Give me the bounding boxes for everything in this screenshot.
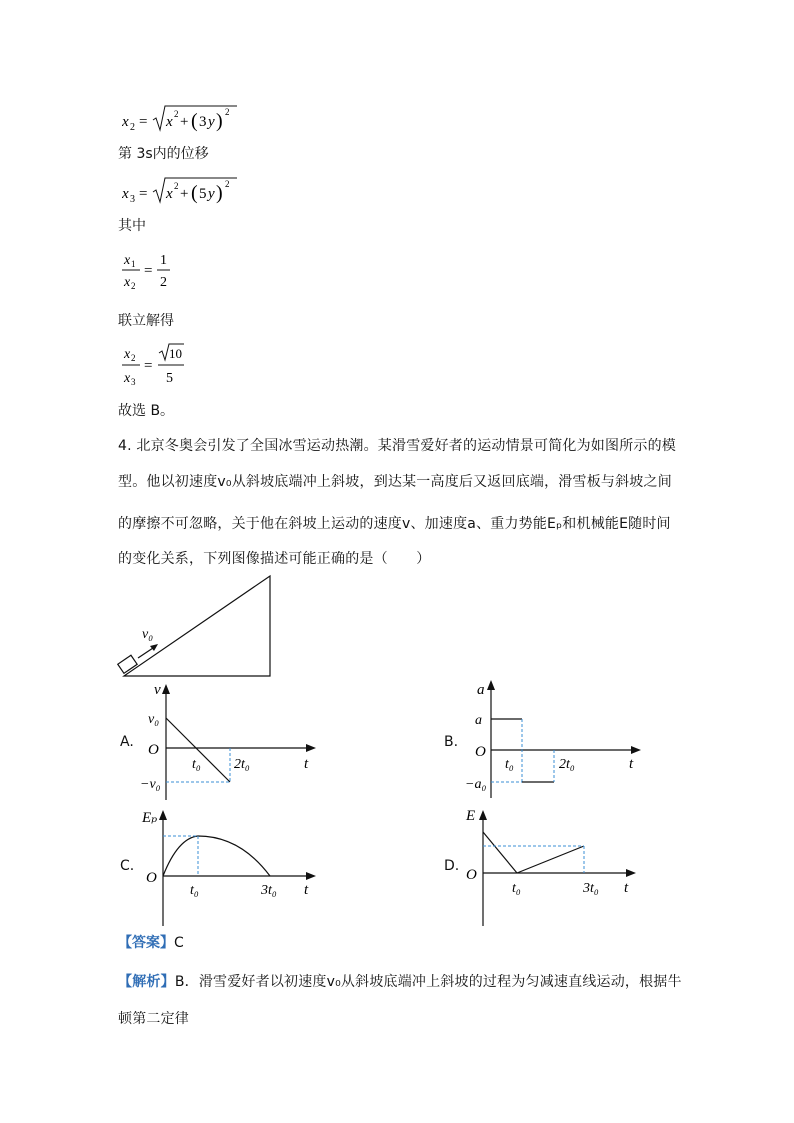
a-t2-label: 2t₀ bbox=[234, 757, 250, 772]
svg-text:y: y bbox=[208, 186, 215, 202]
svg-text:3: 3 bbox=[131, 377, 136, 387]
b-y-arrow bbox=[487, 680, 495, 690]
d-y-label: E bbox=[466, 808, 476, 824]
svg-text:2: 2 bbox=[160, 275, 167, 290]
svg-text:1: 1 bbox=[160, 253, 167, 268]
d-t1-label: t₀ bbox=[512, 881, 521, 896]
b-top-label: a bbox=[475, 713, 482, 728]
svg-text:2: 2 bbox=[131, 353, 136, 363]
svg-text:x: x bbox=[124, 253, 131, 268]
svg-text:1: 1 bbox=[131, 259, 136, 269]
option-c-label[interactable]: C. bbox=[120, 858, 135, 874]
where-label: 其中 bbox=[118, 218, 146, 234]
option-a-graph[interactable] bbox=[140, 680, 340, 810]
analysis-line-1 bbox=[118, 972, 682, 992]
svg-text:x: x bbox=[124, 275, 131, 290]
equation-ratio-x2-x3 bbox=[122, 340, 212, 394]
b-t1-label: t₀ bbox=[505, 757, 514, 772]
svg-text:=: = bbox=[144, 358, 153, 374]
a-y-arrow bbox=[162, 684, 170, 694]
svg-text:10: 10 bbox=[169, 346, 182, 361]
svg-text:x: x bbox=[122, 186, 129, 202]
question-line-4: 的变化关系，下列图像描述可能正确的是（ ） bbox=[118, 551, 431, 567]
b-y-label: a bbox=[477, 682, 485, 698]
d-t-axis-label: t bbox=[624, 880, 629, 896]
svg-text:+: + bbox=[180, 186, 189, 202]
answer-tag: 【答案】 bbox=[118, 935, 174, 951]
b-origin: O bbox=[475, 744, 486, 760]
ratio-x1-x2-svg bbox=[122, 246, 202, 296]
b-t2-label: 2t₀ bbox=[559, 757, 575, 772]
answer-line bbox=[118, 933, 184, 953]
svg-text:2: 2 bbox=[225, 179, 230, 189]
equation-ratio-x1-x2 bbox=[122, 246, 202, 300]
svg-text:=: = bbox=[139, 186, 148, 202]
c-x-arrow bbox=[306, 872, 316, 880]
svg-text:3: 3 bbox=[199, 114, 207, 130]
b-t-axis-label: t bbox=[629, 756, 634, 772]
ratio-x2-x3-svg bbox=[122, 340, 212, 390]
skier-box bbox=[118, 655, 137, 673]
svg-text:3: 3 bbox=[130, 194, 135, 205]
c-y-label: Eₚ bbox=[142, 810, 158, 826]
slope-figure bbox=[110, 572, 280, 684]
svg-text:2: 2 bbox=[174, 181, 179, 191]
svg-text:5: 5 bbox=[166, 371, 173, 386]
c-origin: O bbox=[146, 870, 157, 886]
c-t2-label: 3t₀ bbox=[261, 883, 277, 898]
slope-triangle bbox=[124, 576, 270, 676]
option-b-graph[interactable] bbox=[465, 676, 665, 806]
third-second-label: 第 3s内的位移 bbox=[118, 146, 209, 162]
svg-text:2: 2 bbox=[225, 107, 230, 117]
a-t-axis-label: t bbox=[304, 756, 309, 772]
a-t1-label: t₀ bbox=[192, 757, 201, 772]
svg-text:+: + bbox=[180, 114, 189, 130]
equation-x3 bbox=[122, 172, 262, 216]
question-line-3: 的摩擦不可忽略，关于他在斜坡上运动的速度v、加速度a、重力势能Eₚ和机械能E随时间 bbox=[118, 516, 671, 532]
svg-text:x: x bbox=[122, 114, 129, 130]
a-bottom-label: −v₀ bbox=[140, 777, 161, 792]
svg-text:2: 2 bbox=[174, 109, 179, 119]
svg-text:(: ( bbox=[191, 110, 198, 132]
d-x-arrow bbox=[626, 869, 636, 877]
option-a-label[interactable]: A. bbox=[120, 734, 134, 750]
svg-text:x: x bbox=[124, 371, 131, 386]
a-velocity-line bbox=[166, 718, 230, 782]
analysis-text-1: B．滑雪爱好者以初速度v₀从斜坡底端冲上斜坡的过程为匀减速直线运动，根据牛 bbox=[174, 974, 682, 990]
svg-text:x: x bbox=[166, 186, 173, 202]
d-t2-label: 3t₀ bbox=[583, 881, 599, 896]
d-y-arrow bbox=[479, 810, 487, 820]
svg-text:x: x bbox=[124, 347, 131, 362]
d-ascending-line bbox=[517, 846, 584, 873]
c-t-axis-label: t bbox=[304, 882, 309, 898]
option-b-label[interactable]: B. bbox=[444, 734, 459, 750]
svg-text:5: 5 bbox=[199, 186, 207, 202]
velocity-arrow-head bbox=[150, 644, 158, 651]
svg-text:): ) bbox=[216, 182, 223, 204]
conclusion-text: 故选 B。 bbox=[118, 403, 175, 419]
a-x-arrow bbox=[306, 744, 316, 752]
c-energy-curve bbox=[163, 836, 270, 876]
svg-text:y: y bbox=[208, 114, 215, 130]
a-top-label: v₀ bbox=[148, 712, 160, 727]
v0-label: v₀ bbox=[142, 627, 154, 642]
a-y-label: v bbox=[154, 682, 161, 698]
option-c-graph[interactable] bbox=[140, 800, 340, 930]
svg-text:2: 2 bbox=[131, 281, 136, 291]
d-origin: O bbox=[466, 867, 477, 883]
svg-text:(: ( bbox=[191, 182, 198, 204]
solve-label: 联立解得 bbox=[118, 313, 174, 329]
a-origin: O bbox=[148, 742, 159, 758]
option-d-graph[interactable] bbox=[460, 800, 660, 930]
equation-x3-svg bbox=[122, 172, 262, 212]
b-bottom-label: −a₀ bbox=[465, 777, 487, 792]
analysis-line-2: 顿第二定律 bbox=[118, 1011, 189, 1027]
c-t1-label: t₀ bbox=[190, 883, 199, 898]
analysis-tag: 【解析】 bbox=[118, 974, 175, 990]
question-line-2: 型。他以初速度v₀从斜坡底端冲上斜坡，到达某一高度后又返回底端，滑雪板与斜坡之间 bbox=[118, 474, 672, 490]
svg-text:=: = bbox=[144, 263, 153, 279]
svg-text:x: x bbox=[166, 114, 173, 130]
question-line-1: 4. 北京冬奥会引发了全国冰雪运动热潮。某滑雪爱好者的运动情景可简化为如图所示的模 bbox=[118, 438, 677, 454]
c-y-arrow bbox=[159, 810, 167, 820]
equation-x2 bbox=[122, 100, 262, 144]
svg-text:2: 2 bbox=[130, 122, 135, 133]
svg-text:=: = bbox=[139, 114, 148, 130]
equation-x2-svg bbox=[122, 100, 262, 140]
option-d-label[interactable]: D. bbox=[444, 858, 460, 874]
b-x-arrow bbox=[631, 746, 641, 754]
answer-value: C bbox=[174, 935, 184, 951]
d-descending-line bbox=[483, 832, 517, 873]
svg-text:): ) bbox=[216, 110, 223, 132]
